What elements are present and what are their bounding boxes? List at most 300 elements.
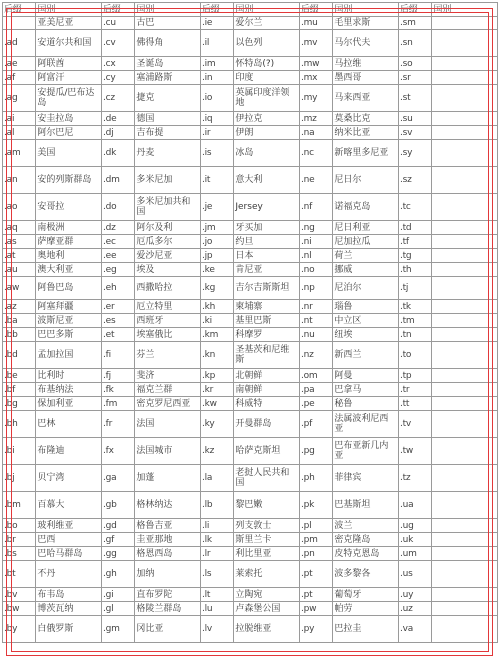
country-cell xyxy=(432,492,498,519)
suffix-cell: .pe xyxy=(299,397,332,411)
country-cell: 尼加拉瓜 xyxy=(333,235,399,249)
country-cell: 马来西亚 xyxy=(333,85,399,112)
country-cell: 澳大利亚 xyxy=(36,263,102,277)
suffix-cell: .ag xyxy=(3,85,36,112)
suffix-cell: .ir xyxy=(200,126,233,140)
suffix-cell: .ky xyxy=(200,411,233,438)
country-cell: 列支敦士 xyxy=(234,519,300,533)
country-cell: 纳米比亚 xyxy=(333,126,399,140)
table-row xyxy=(3,369,498,383)
country-cell xyxy=(432,602,498,616)
suffix-cell: .al xyxy=(3,126,36,140)
country-cell: 纽埃 xyxy=(333,328,399,342)
table-row xyxy=(3,438,498,465)
suffix-cell: .au xyxy=(3,263,36,277)
country-cell: 以色列 xyxy=(234,30,300,57)
country-cell xyxy=(432,616,498,643)
country-cell: 阿联酋 xyxy=(36,57,102,71)
suffix-cell: .eg xyxy=(101,263,134,277)
country-cell: 阿尔及利 xyxy=(135,221,201,235)
country-cell: 亚美尼亚 xyxy=(36,17,102,30)
country-cell: 安哥拉 xyxy=(36,194,102,221)
country-cell: 格林纳达 xyxy=(135,492,201,519)
country-cell: 科摩罗 xyxy=(234,328,300,342)
country-cell: 哈萨克斯坦 xyxy=(234,438,300,465)
table-row xyxy=(3,140,498,167)
country-cell: 多米尼加共和国 xyxy=(135,194,201,221)
suffix-cell: .bv xyxy=(3,588,36,602)
country-cell: 塞浦路斯 xyxy=(135,71,201,85)
suffix-cell: .is xyxy=(200,140,233,167)
table-row xyxy=(3,249,498,263)
suffix-cell: .bm xyxy=(3,492,36,519)
table-row xyxy=(3,71,498,85)
country-cell: 国别 xyxy=(234,3,300,17)
country-cell xyxy=(432,57,498,71)
suffix-cell: .ug xyxy=(398,519,431,533)
suffix-cell: .nr xyxy=(299,300,332,314)
suffix-cell: .nz xyxy=(299,342,332,369)
country-cell: 德国 xyxy=(135,112,201,126)
suffix-cell: .ae xyxy=(3,57,36,71)
suffix-cell: .et xyxy=(101,328,134,342)
country-cell: 马尔代夫 xyxy=(333,30,399,57)
country-cell: 吉布提 xyxy=(135,126,201,140)
country-cell: 柬埔寨 xyxy=(234,300,300,314)
suffix-cell: .um xyxy=(398,547,431,561)
country-cell: 科威特 xyxy=(234,397,300,411)
country-cell: 卢森堡公国 xyxy=(234,602,300,616)
country-cell: 博茨瓦纳 xyxy=(36,602,102,616)
country-cell xyxy=(432,300,498,314)
country-cell: 冰岛 xyxy=(234,140,300,167)
suffix-cell: .np xyxy=(299,277,332,300)
suffix-cell: .je xyxy=(200,194,233,221)
country-cell: 圣诞岛 xyxy=(135,57,201,71)
suffix-cell: .es xyxy=(101,314,134,328)
suffix-cell: .pn xyxy=(299,547,332,561)
suffix-cell: .gh xyxy=(101,561,134,588)
country-cell: 埃及 xyxy=(135,263,201,277)
table-row xyxy=(3,85,498,112)
suffix-cell: .cx xyxy=(101,57,134,71)
table-row xyxy=(3,492,498,519)
country-cell: 爱尔兰 xyxy=(234,17,300,30)
country-cell xyxy=(432,561,498,588)
suffix-cell: .uk xyxy=(398,533,431,547)
suffix-cell: .sz xyxy=(398,167,431,194)
table-row xyxy=(3,588,498,602)
country-cell: 诺福克岛 xyxy=(333,194,399,221)
country-cell: 法国 xyxy=(135,411,201,438)
country-cell: 不丹 xyxy=(36,561,102,588)
country-cell: 爱沙尼亚 xyxy=(135,249,201,263)
country-cell: 伊拉克 xyxy=(234,112,300,126)
suffix-cell: .ie xyxy=(200,17,233,30)
country-cell xyxy=(432,533,498,547)
country-cell: 马拉维 xyxy=(333,57,399,71)
country-cell xyxy=(432,328,498,342)
suffix-cell: .dz xyxy=(101,221,134,235)
table-row xyxy=(3,519,498,533)
country-cell xyxy=(432,221,498,235)
suffix-cell: .bb xyxy=(3,328,36,342)
suffix-cell: .lv xyxy=(200,616,233,643)
country-cell: 安的列斯群岛 xyxy=(36,167,102,194)
country-cell: 布基纳法 xyxy=(36,383,102,397)
suffix-cell: .nt xyxy=(299,314,332,328)
suffix-cell: .pg xyxy=(299,438,332,465)
country-cell: 开曼群岛 xyxy=(234,411,300,438)
country-cell: 多米尼加 xyxy=(135,167,201,194)
country-cell: 尼日利亚 xyxy=(333,221,399,235)
country-cell: 巴巴多斯 xyxy=(36,328,102,342)
suffix-cell: .my xyxy=(299,85,332,112)
suffix-cell: .dk xyxy=(101,140,134,167)
country-cell: 萨摩亚群 xyxy=(36,235,102,249)
country-cell: 巴哈马群岛 xyxy=(36,547,102,561)
suffix-cell: .gm xyxy=(101,616,134,643)
suffix-cell: .gl xyxy=(101,602,134,616)
suffix-cell: .tg xyxy=(398,249,431,263)
country-cell: 布隆迪 xyxy=(36,438,102,465)
country-cell: 立陶宛 xyxy=(234,588,300,602)
table-row xyxy=(3,57,498,71)
suffix-cell: .bw xyxy=(3,602,36,616)
suffix-cell: .tw xyxy=(398,438,431,465)
table-row xyxy=(3,263,498,277)
country-cell: 波斯尼亚 xyxy=(36,314,102,328)
suffix-cell: .us xyxy=(398,561,431,588)
country-cell: 福克兰群 xyxy=(135,383,201,397)
suffix-cell: .bo xyxy=(3,519,36,533)
country-cell: 国别 xyxy=(135,3,201,17)
country-cell: 尼泊尔 xyxy=(333,277,399,300)
country-cell: 老挝人民共和国 xyxy=(234,465,300,492)
suffix-cell: .gd xyxy=(101,519,134,533)
suffix-cell: .gb xyxy=(101,492,134,519)
country-cell xyxy=(432,140,498,167)
country-cell: 巴布亚新几内亚 xyxy=(333,438,399,465)
country-cell: 巴拉圭 xyxy=(333,616,399,643)
suffix-cell: .jo xyxy=(200,235,233,249)
country-cell: 阿富汗 xyxy=(36,71,102,85)
suffix-cell: .cy xyxy=(101,71,134,85)
suffix-cell: .na xyxy=(299,126,332,140)
suffix-cell: .gi xyxy=(101,588,134,602)
country-cell: 斯里兰卡 xyxy=(234,533,300,547)
suffix-cell: .fk xyxy=(101,383,134,397)
suffix-cell: .aq xyxy=(3,221,36,235)
country-cell: Jersey xyxy=(234,194,300,221)
country-cell: 保加利亚 xyxy=(36,397,102,411)
suffix-cell: .de xyxy=(101,112,134,126)
country-cell xyxy=(432,519,498,533)
country-cell: 圣基茨和尼维斯 xyxy=(234,342,300,369)
suffix-cell: .tz xyxy=(398,465,431,492)
suffix-cell: .lt xyxy=(200,588,233,602)
country-cell: 格恩西岛 xyxy=(135,547,201,561)
suffix-cell: .mu xyxy=(299,17,332,30)
table-row xyxy=(3,616,498,643)
suffix-cell: .to xyxy=(398,342,431,369)
country-cell: 密克罗尼西亚 xyxy=(135,397,201,411)
country-cell: 意大利 xyxy=(234,167,300,194)
country-cell xyxy=(432,71,498,85)
suffix-cell: .ga xyxy=(101,465,134,492)
table-row xyxy=(3,235,498,249)
country-cell: 菲律宾 xyxy=(333,465,399,492)
country-cell: 孟加拉国 xyxy=(36,342,102,369)
partial-row xyxy=(3,17,498,30)
suffix-cell: .kg xyxy=(200,277,233,300)
suffix-cell: .mx xyxy=(299,71,332,85)
country-cell xyxy=(432,342,498,369)
suffix-cell: .tn xyxy=(398,328,431,342)
suffix-cell: .aw xyxy=(3,277,36,300)
suffix-cell: .af xyxy=(3,71,36,85)
suffix-cell: .jm xyxy=(200,221,233,235)
suffix-cell: .ai xyxy=(3,112,36,126)
table-row xyxy=(3,221,498,235)
suffix-cell: .kw xyxy=(200,397,233,411)
suffix-cell: .cu xyxy=(101,17,134,30)
suffix-cell: .jp xyxy=(200,249,233,263)
suffix-cell: .br xyxy=(3,533,36,547)
suffix-cell: .sy xyxy=(398,140,431,167)
country-cell: 密克隆岛 xyxy=(333,533,399,547)
suffix-cell: .ph xyxy=(299,465,332,492)
country-cell: 阿鲁巴岛 xyxy=(36,277,102,300)
table-row xyxy=(3,328,498,342)
suffix-cell: .bt xyxy=(3,561,36,588)
country-cell: 阿曼 xyxy=(333,369,399,383)
suffix-cell: .an xyxy=(3,167,36,194)
suffix-cell: .pl xyxy=(299,519,332,533)
suffix-cell: .gf xyxy=(101,533,134,547)
suffix-cell: .mv xyxy=(299,30,332,57)
country-cell: 冈比亚 xyxy=(135,616,201,643)
country-cell: 挪威 xyxy=(333,263,399,277)
country-cell: 秘鲁 xyxy=(333,397,399,411)
table-row xyxy=(3,342,498,369)
suffix-cell: .do xyxy=(101,194,134,221)
suffix-cell: .uz xyxy=(398,602,431,616)
suffix-cell: .kz xyxy=(200,438,233,465)
suffix-cell: .lb xyxy=(200,492,233,519)
country-cell: 波多黎各 xyxy=(333,561,399,588)
country-cell: 吉尔吉斯斯坦 xyxy=(234,277,300,300)
suffix-cell: .bi xyxy=(3,438,36,465)
country-cell: 斐济 xyxy=(135,369,201,383)
suffix-cell: .km xyxy=(200,328,233,342)
country-cell: 国别 xyxy=(36,3,102,17)
country-cell: 佛得角 xyxy=(135,30,201,57)
suffix-cell: .eh xyxy=(101,277,134,300)
suffix-cell: .sn xyxy=(398,30,431,57)
country-cell xyxy=(432,235,498,249)
country-cell: 白俄罗斯 xyxy=(36,616,102,643)
suffix-cell: .su xyxy=(398,112,431,126)
suffix-cell: .mw xyxy=(299,57,332,71)
suffix-cell: .li xyxy=(200,519,233,533)
country-cell: 国别 xyxy=(432,3,498,17)
suffix-cell: .so xyxy=(398,57,431,71)
table-row xyxy=(3,465,498,492)
country-cell xyxy=(432,277,498,300)
country-cell: 圭亚那地 xyxy=(135,533,201,547)
suffix-cell: .io xyxy=(200,85,233,112)
country-cell: 法国城市 xyxy=(135,438,201,465)
table-row xyxy=(3,126,498,140)
suffix-cell: .nu xyxy=(299,328,332,342)
suffix-cell: .ni xyxy=(299,235,332,249)
country-cell: 美国 xyxy=(36,140,102,167)
table-row xyxy=(3,397,498,411)
country-cell xyxy=(432,112,498,126)
suffix-cell: .it xyxy=(200,167,233,194)
suffix-cell: .gg xyxy=(101,547,134,561)
table-row xyxy=(3,112,498,126)
table-row xyxy=(3,194,498,221)
suffix-cell: .sv xyxy=(398,126,431,140)
suffix-cell: .bg xyxy=(3,397,36,411)
table-row xyxy=(3,383,498,397)
suffix-cell: .sm xyxy=(398,17,431,30)
suffix-cell: .kh xyxy=(200,300,233,314)
suffix-cell: .in xyxy=(200,71,233,85)
suffix-cell: .py xyxy=(299,616,332,643)
suffix-cell: .ba xyxy=(3,314,36,328)
country-cell: 古巴 xyxy=(135,17,201,30)
country-cell: 安道尔共和国 xyxy=(36,30,102,57)
suffix-cell: .no xyxy=(299,263,332,277)
table-row xyxy=(3,167,498,194)
suffix-cell: .fr xyxy=(101,411,134,438)
table-row xyxy=(3,30,498,57)
country-cell: 中立区 xyxy=(333,314,399,328)
suffix-cell: .iq xyxy=(200,112,233,126)
suffix-cell: 后缀 xyxy=(398,3,431,17)
country-cell xyxy=(432,465,498,492)
suffix-cell: .sr xyxy=(398,71,431,85)
suffix-cell: .pk xyxy=(299,492,332,519)
country-cell: 厄立特里 xyxy=(135,300,201,314)
country-cell: 毛里求斯 xyxy=(333,17,399,30)
country-cell: 尼日尔 xyxy=(333,167,399,194)
country-cell: 荷兰 xyxy=(333,249,399,263)
country-cell: 埃塞俄比 xyxy=(135,328,201,342)
country-cell: 日本 xyxy=(234,249,300,263)
suffix-cell: .dm xyxy=(101,167,134,194)
suffix-cell: .ec xyxy=(101,235,134,249)
suffix-cell: .am xyxy=(3,140,36,167)
country-cell: 墨西哥 xyxy=(333,71,399,85)
suffix-cell: .cv xyxy=(101,30,134,57)
suffix-cell: .tc xyxy=(398,194,431,221)
country-cell xyxy=(432,126,498,140)
table-row xyxy=(3,547,498,561)
suffix-cell: .fm xyxy=(101,397,134,411)
country-cell: 南朝鲜 xyxy=(234,383,300,397)
country-cell xyxy=(432,547,498,561)
country-cell: 皮特克恩岛 xyxy=(333,547,399,561)
country-cell: 伊朗 xyxy=(234,126,300,140)
country-cell xyxy=(432,411,498,438)
suffix-cell: .az xyxy=(3,300,36,314)
country-cell xyxy=(432,30,498,57)
table-row xyxy=(3,533,498,547)
country-cell: 巴林 xyxy=(36,411,102,438)
suffix-cell: .tm xyxy=(398,314,431,328)
suffix-cell: .ne xyxy=(299,167,332,194)
country-cell: 北朝鲜 xyxy=(234,369,300,383)
country-cell: 拉脱维亚 xyxy=(234,616,300,643)
country-cell xyxy=(432,369,498,383)
suffix-cell: .lk xyxy=(200,533,233,547)
country-cell: 巴基斯坦 xyxy=(333,492,399,519)
suffix-cell: .fi xyxy=(101,342,134,369)
country-cell xyxy=(432,249,498,263)
country-cell: 安圭拉岛 xyxy=(36,112,102,126)
suffix-cell: .bh xyxy=(3,411,36,438)
country-cell xyxy=(432,397,498,411)
suffix-cell: .fx xyxy=(101,438,134,465)
suffix-cell: .th xyxy=(398,263,431,277)
country-cell xyxy=(432,588,498,602)
suffix-cell: .nf xyxy=(299,194,332,221)
country-cell: 利比里亚 xyxy=(234,547,300,561)
country-cell: 安提瓜/巴布达岛 xyxy=(36,85,102,112)
suffix-cell: .st xyxy=(398,85,431,112)
country-cell xyxy=(432,438,498,465)
suffix-cell: .kr xyxy=(200,383,233,397)
suffix-cell: 后缀 xyxy=(299,3,332,17)
country-cell: 加纳 xyxy=(135,561,201,588)
country-cell: 比利时 xyxy=(36,369,102,383)
country-cell: 阿塞拜疆 xyxy=(36,300,102,314)
country-cell: 印度 xyxy=(234,71,300,85)
suffix-cell: .va xyxy=(398,616,431,643)
suffix-cell: .nc xyxy=(299,140,332,167)
suffix-cell: .bs xyxy=(3,547,36,561)
country-cell: 阿尔巴尼 xyxy=(36,126,102,140)
country-cell xyxy=(432,167,498,194)
suffix-cell: .pf xyxy=(299,411,332,438)
table-row xyxy=(3,277,498,300)
country-cell xyxy=(432,263,498,277)
country-cell: 约旦 xyxy=(234,235,300,249)
suffix-cell: .bf xyxy=(3,383,36,397)
suffix-cell: .ki xyxy=(200,314,233,328)
country-cell: 巴西 xyxy=(36,533,102,547)
suffix-cell: .tk xyxy=(398,300,431,314)
country-cell: 波兰 xyxy=(333,519,399,533)
suffix-cell: .uy xyxy=(398,588,431,602)
suffix-cell: .pt xyxy=(299,561,332,588)
suffix-cell: .mz xyxy=(299,112,332,126)
country-cell: 瑙鲁 xyxy=(333,300,399,314)
suffix-cell: .ke xyxy=(200,263,233,277)
suffix-cell: .pt xyxy=(299,588,332,602)
country-cell: 西班牙 xyxy=(135,314,201,328)
suffix-cell: .cz xyxy=(101,85,134,112)
country-cell xyxy=(432,383,498,397)
suffix-cell: .tv xyxy=(398,411,431,438)
suffix-cell: 后缀 xyxy=(200,3,233,17)
suffix-cell: .by xyxy=(3,616,36,643)
country-cell: 英属印度洋领地 xyxy=(234,85,300,112)
